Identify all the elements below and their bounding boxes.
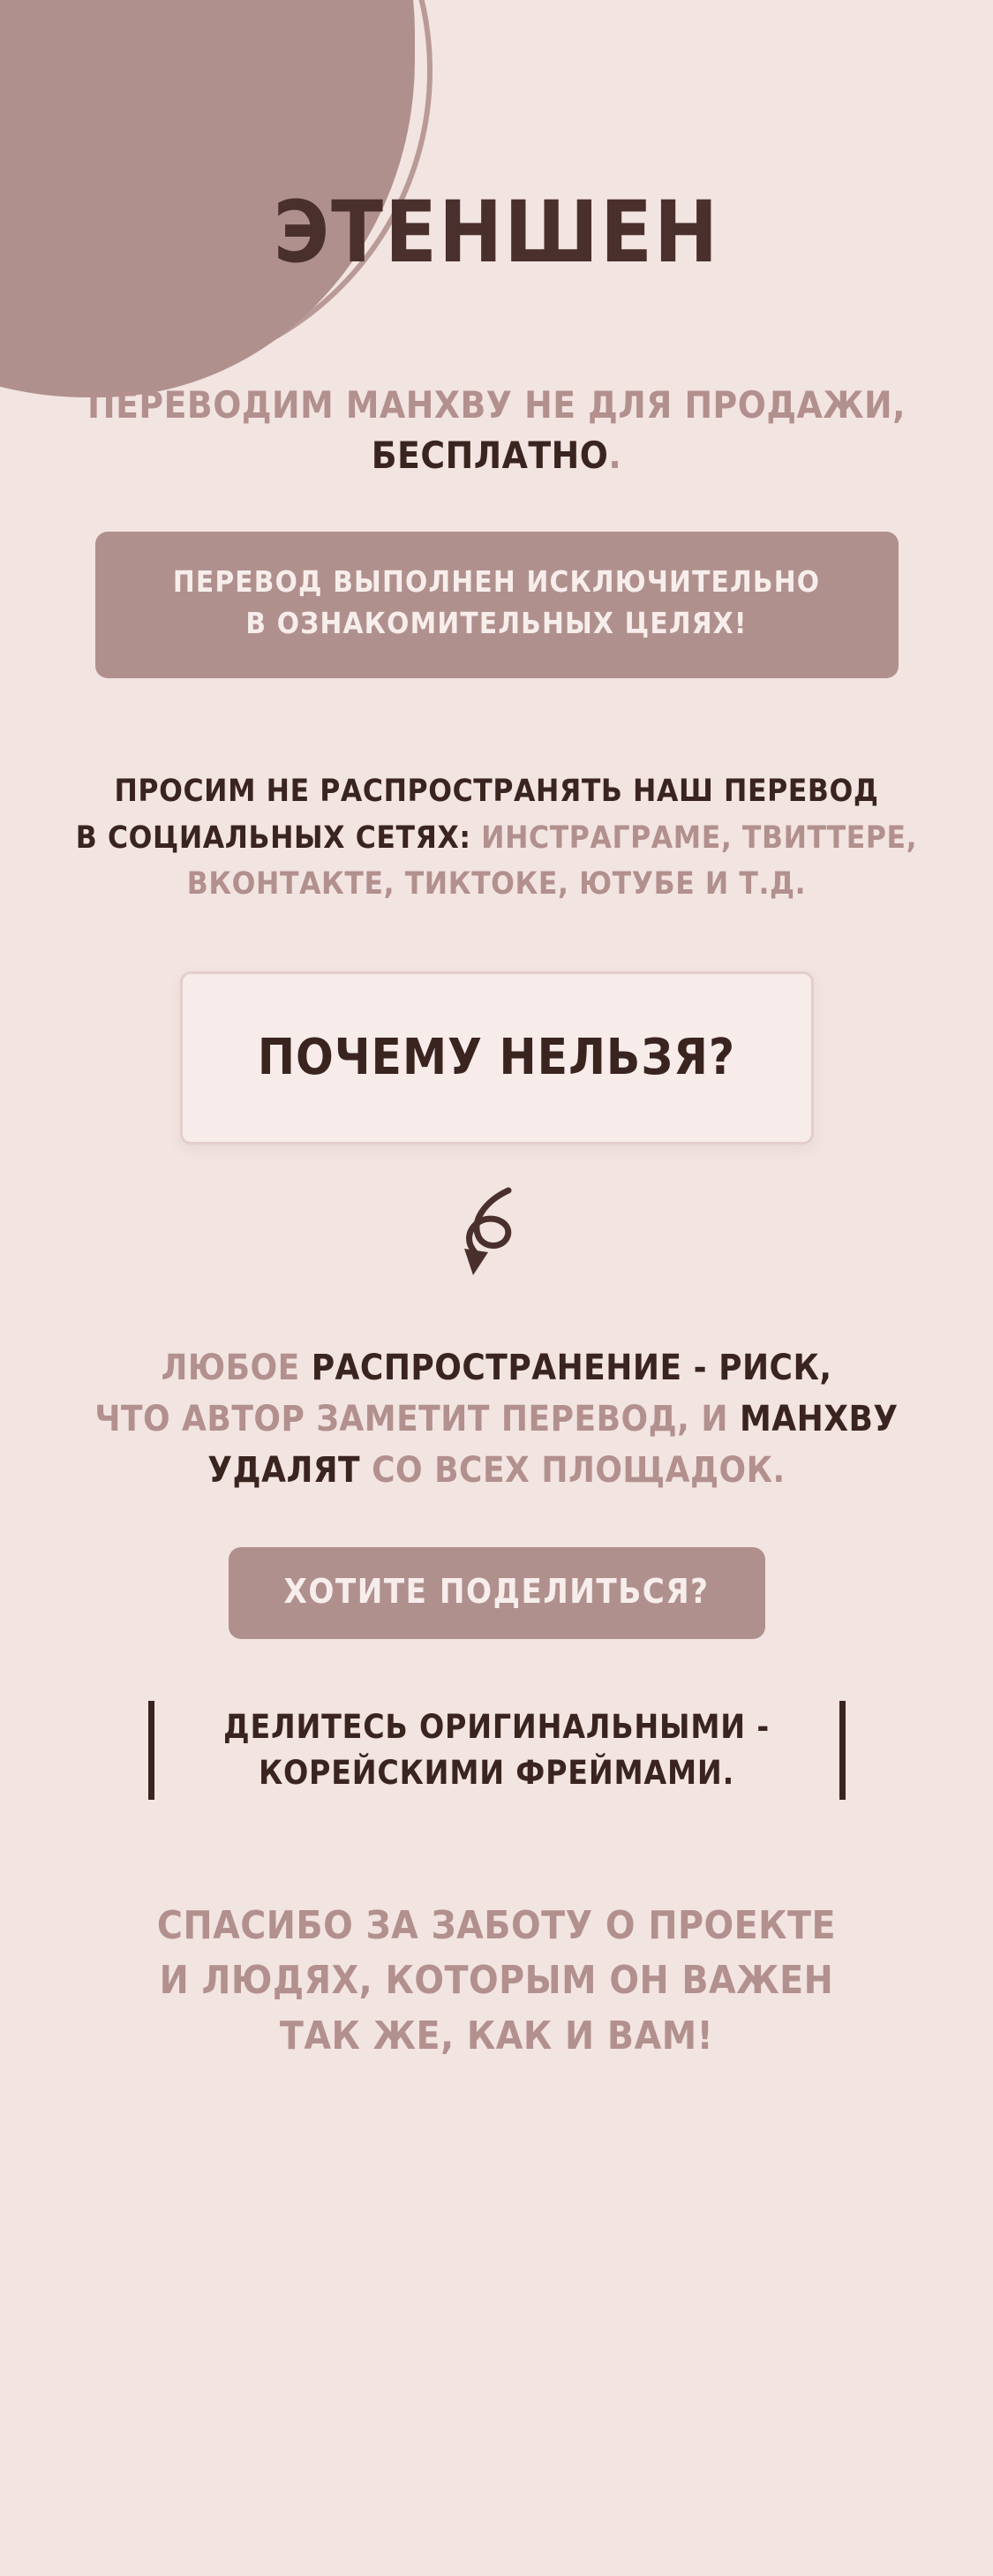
risk-line-3-dark: УДАЛЯТ xyxy=(207,1449,372,1491)
disclaimer-banner xyxy=(95,532,899,678)
request-line-2-dark: В СОЦИАЛЬНЫХ СЕТЯХ: xyxy=(75,820,471,856)
why-not-label: ПОЧЕМУ НЕЛЬЗЯ? xyxy=(257,1029,736,1087)
request-line-2-muted: ИНСТРАГРАМЕ, ТВИТТЕРЕ, xyxy=(470,820,918,856)
quote-line-1: ДЕЛИТЕСЬ ОРИГИНАЛЬНЫМИ - xyxy=(223,1707,770,1746)
risk-line-3-muted: СО ВСЕХ ПЛОЩАДОК. xyxy=(372,1449,786,1491)
arrow-container xyxy=(435,1182,559,1296)
thanks-line-2: И ЛЮДЯХ, КОТОРЫМ ОН ВАЖЕН xyxy=(159,1958,834,2004)
lead-line-2: БЕСПЛАТНО xyxy=(371,433,609,477)
risk-line-1-muted: ЛЮБОЕ xyxy=(161,1347,300,1388)
quote-bar-left xyxy=(148,1701,154,1800)
curved-arrow-down-icon xyxy=(440,1182,554,1296)
request-paragraph xyxy=(53,768,940,908)
risk-line-2-a: ЧТО АВТОР ЗАМЕТИТ ПЕРЕВОД, И xyxy=(94,1398,740,1439)
risk-line-1-dark: РАСПРОСТРАНЕНИЕ - РИСК, xyxy=(299,1347,832,1388)
request-line-3: ВКОНТАКТЕ, ТИКТОКЕ, ЮТУБЕ И Т.Д. xyxy=(186,866,807,903)
quote-line-2: КОРЕЙСКИМИ ФРЕЙМАМИ. xyxy=(258,1753,735,1792)
why-not-callout xyxy=(180,971,814,1144)
disclaimer-line-2: В ОЗНАКОМИТЕЛЬНЫХ ЦЕЛЯХ! xyxy=(245,606,748,641)
share-button-label: ХОТИТЕ ПОДЕЛИТЬСЯ? xyxy=(283,1571,710,1611)
lead-line-2-dot: . xyxy=(608,433,622,477)
thanks-paragraph xyxy=(53,1899,940,2170)
risk-paragraph xyxy=(53,1342,940,1496)
share-button[interactable] xyxy=(229,1547,765,1639)
quote-block xyxy=(148,1701,846,1800)
disclaimer-line-1: ПЕРЕВОД ВЫПОЛНЕН ИСКЛЮЧИТЕЛЬНО xyxy=(172,564,821,600)
quote-bar-right xyxy=(839,1701,846,1800)
risk-line-2-b: МАНХВУ xyxy=(739,1398,899,1439)
page-title: ЭТЕНШЕН xyxy=(273,183,720,282)
thanks-line-1: СПАСИБО ЗА ЗАБОТУ О ПРОЕКТЕ xyxy=(156,1902,837,1948)
lead-paragraph xyxy=(53,381,940,480)
lead-line-1: ПЕРЕВОДИМ МАНХВУ НЕ ДЛЯ ПРОДАЖИ, xyxy=(87,383,906,427)
quote-text xyxy=(154,1704,839,1796)
thanks-line-3: ТАК ЖЕ, КАК И ВАМ! xyxy=(279,2013,714,2059)
request-line-1: ПРОСИМ НЕ РАСПРОСТРАНЯТЬ НАШ ПЕРЕВОД xyxy=(114,774,879,810)
